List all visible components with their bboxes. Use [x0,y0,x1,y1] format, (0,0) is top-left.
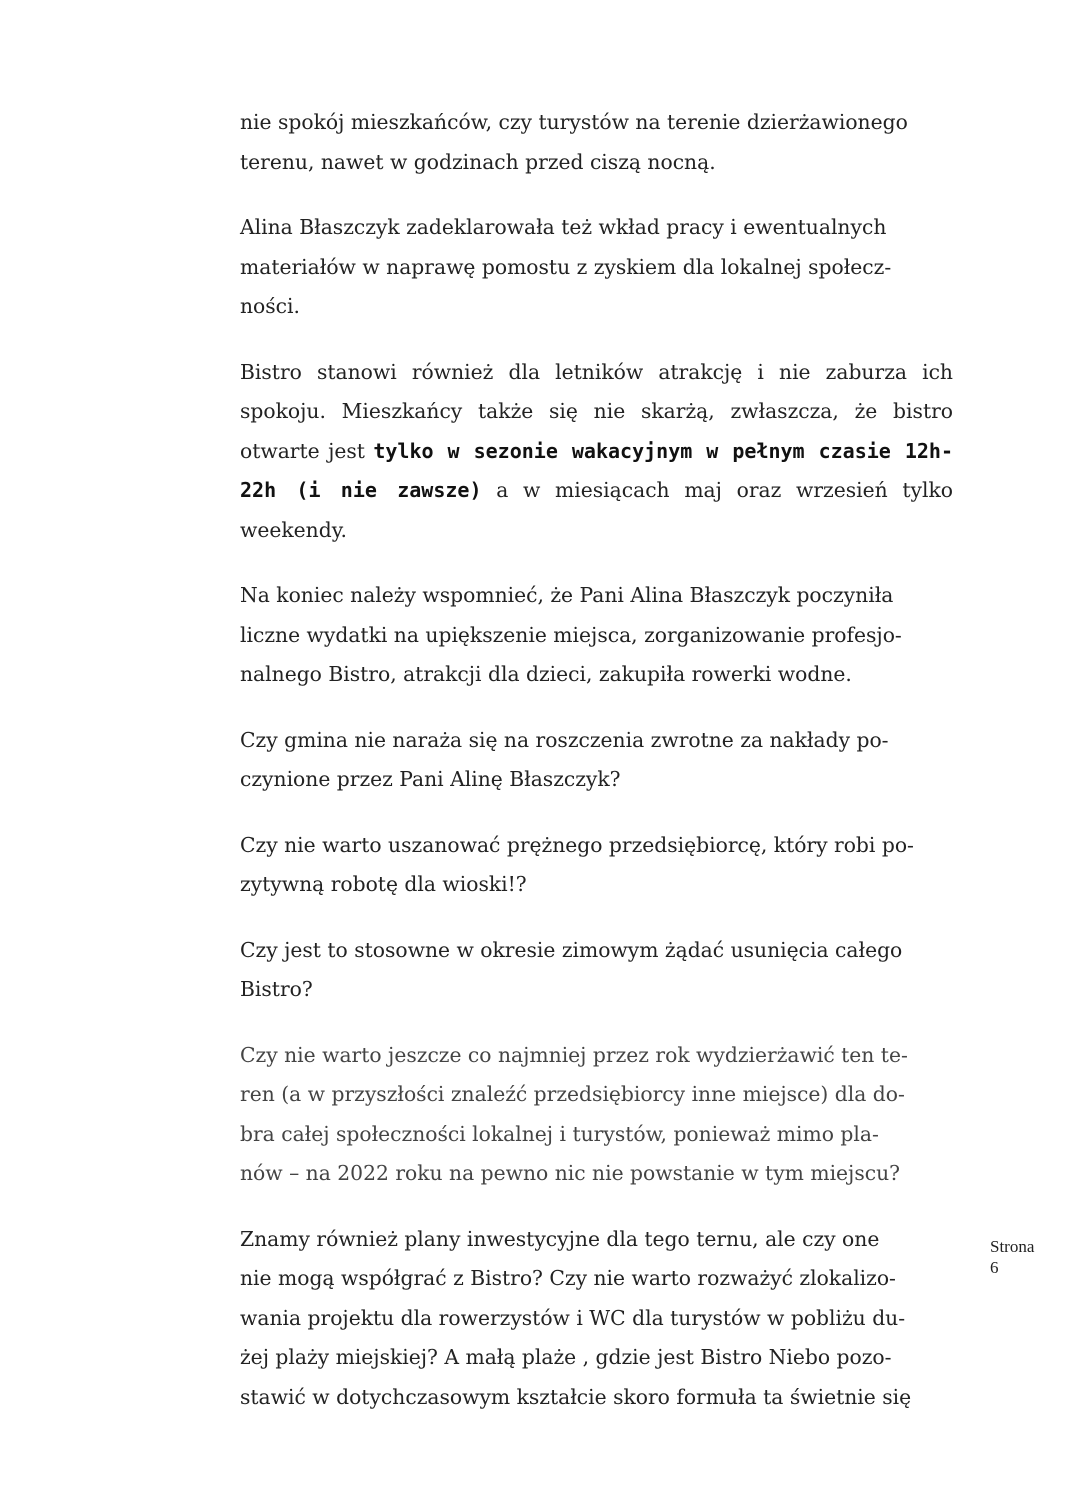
paragraph-line: Czy nie warto jeszcze co najmniej przez rok wydzierżawić ten te- [240,1042,908,1067]
paragraph-line: Czy gmina nie naraża się na roszczenia zwrotne za nakłady po- [240,727,889,752]
paragraph-line: Na koniec należy wspomnieć, że Pani Alina Błaszczyk poczyniła [240,583,894,607]
paragraph-1 [240,103,953,182]
paragraph-line: nie mogą współgrać z Bistro? Czy nie warto rozważyć zlokalizo- [240,1266,896,1290]
paragraph-5 [240,721,953,800]
paragraph-6 [240,826,953,905]
paragraph-line: nie spokój mieszkańców, czy turystów na terenie dzierżawionego [240,110,908,134]
paragraph-text: Bistro stanowi również dla letników atrakcję i nie zaburza ich spokoju. Mieszkańcy także się nie skarżą, zwłaszcza, że bistro otwarte jest [240,359,953,463]
paragraph-text: a w miesiącach maj oraz wrzesień tylko weekendy. [240,478,953,542]
paragraph-line: Czy nie warto uszanować prężnego przedsiębiorcę, który robi po- [240,832,914,857]
paragraph-3 [240,353,953,551]
paragraph-line: zytywną robotę dla wioski!? [240,872,527,896]
paragraph-line: ności. [240,294,300,318]
paragraph-7 [240,931,953,1010]
body-text [240,103,953,1443]
paragraph-9 [240,1220,953,1418]
page-number-label: Strona [990,1237,1035,1256]
paragraph-line: nalnego Bistro, atrakcji dla dzieci, zakupiła rowerki wodne. [240,662,852,686]
paragraph-line: materiałów w naprawę pomostu z zyskiem dla lokalnej społecz- [240,254,892,279]
paragraph-line: bra całej społeczności lokalnej i turystów, ponieważ mimo pla- [240,1121,879,1146]
paragraph-line: liczne wydatki na upiększenie miejsca, zorganizowanie profesjo- [240,622,902,647]
paragraph-line: żej plaży miejskiej? A małą plaże , gdzie jest Bistro Niebo pozo- [240,1345,892,1369]
paragraph-line: ren (a w przyszłości znaleźć przedsiębiorcy inne miejsce) dla do- [240,1082,905,1106]
bold-hours-text: tylko w sezonie wakacyjnym w pełnym czasie 12h-22h (i nie zawsze) [240,438,953,502]
paragraph-line: Znamy również plany inwestycyjne dla tego ternu, ale czy one [240,1226,880,1251]
paragraph-8 [240,1036,953,1194]
paragraph-line: stawić w dotychczasowym kształcie skoro formuła ta świetnie się [240,1384,912,1409]
paragraph-line: Alina Błaszczyk zadeklarowała też wkład pracy i ewentualnych [240,215,887,239]
paragraph-2 [240,208,953,327]
paragraph-line: nów – na 2022 roku na pewno nic nie powstanie w tym miejscu? [240,1161,901,1185]
paragraph-line: Czy jest to stosowne w okresie zimowym żądać usunięcia całego [240,937,903,962]
paragraph-line: czynione przez Pani Alinę Błaszczyk? [240,767,621,791]
paragraph-line: terenu, nawet w godzinach przed ciszą nocną. [240,149,716,174]
paragraph-line: wania projektu dla rowerzystów i WC dla turystów w pobliżu du- [240,1305,906,1330]
page-number [990,1236,1034,1278]
paragraph-4 [240,576,953,695]
page-number-value: 6 [990,1258,999,1277]
paragraph-line: Bistro? [240,977,313,1001]
